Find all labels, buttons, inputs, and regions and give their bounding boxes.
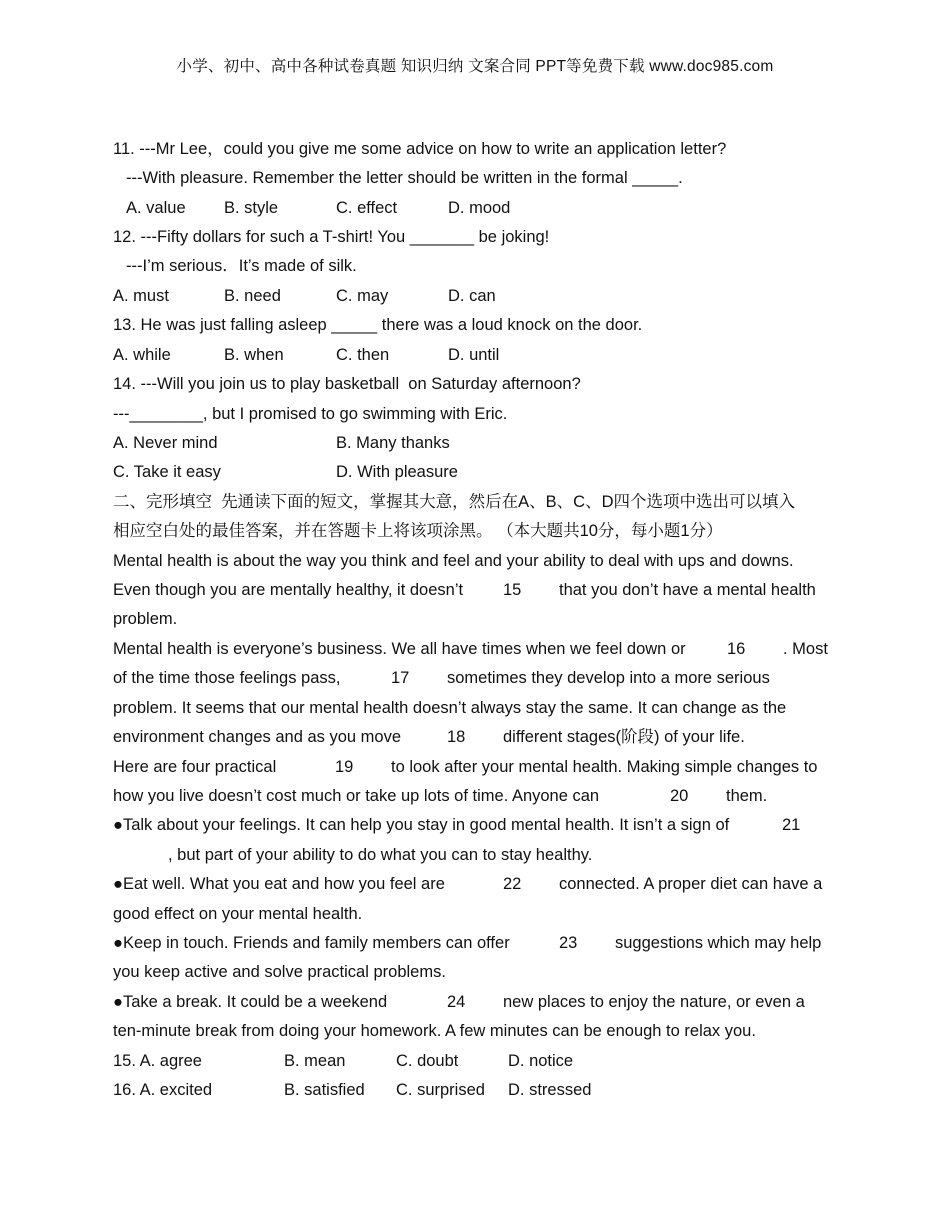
q13-option-c: C. then bbox=[336, 346, 390, 364]
q11-response: ---With pleasure. Remember the letter should be written in the formal _____. bbox=[126, 169, 683, 187]
passage-line: good effect on your mental health. bbox=[113, 905, 363, 923]
q11-question: 11. ---Mr Lee，could you give me some advice on how to write an application letter? bbox=[113, 140, 727, 158]
q12-option-a: A. must bbox=[113, 287, 169, 305]
passage-line: Here are four practical bbox=[113, 758, 277, 776]
q11-option-c: C. effect bbox=[336, 199, 398, 217]
blank-15: 15 bbox=[503, 581, 522, 599]
q16-option-a: 16. A. excited bbox=[113, 1081, 213, 1099]
q14-option-a: A. Never mind bbox=[113, 434, 218, 452]
q12-option-d: D. can bbox=[448, 287, 496, 305]
q16-option-d: D. stressed bbox=[508, 1081, 592, 1099]
page-header: 小学、初中、高中各种试卷真题 知识归纳 文案合同 PPT等免费下载 www.doc985.com bbox=[176, 58, 774, 75]
blank-19: 19 bbox=[335, 758, 354, 776]
passage-line: environment changes and as you move bbox=[113, 728, 402, 746]
passage-line: different stages(阶段) of your life. bbox=[503, 728, 745, 746]
passage-line: that you don’t have a mental health bbox=[559, 581, 816, 599]
passage-line: to look after your mental health. Making simple changes to bbox=[391, 758, 818, 776]
passage-line: sometimes they develop into a more serious bbox=[447, 669, 770, 687]
q15-option-d: D. notice bbox=[508, 1052, 574, 1070]
blank-24: 24 bbox=[447, 993, 466, 1011]
q14-option-c: C. Take it easy bbox=[113, 463, 221, 481]
section2-instruction-line1: 二、完形填空 先通读下面的短文，掌握其大意，然后在A、B、C、D四个选项中选出可以填入 bbox=[113, 493, 796, 511]
passage-line: ●Eat well. What you eat and how you feel are bbox=[113, 875, 445, 893]
q12-option-c: C. may bbox=[336, 287, 389, 305]
passage-line: of the time those feelings pass, bbox=[113, 669, 341, 687]
passage-line: Even though you are mentally healthy, it doesn’t bbox=[113, 581, 464, 599]
passage-line: . Most bbox=[783, 640, 828, 658]
passage-line: Mental health is about the way you think and feel and your ability to deal with ups and downs. bbox=[113, 552, 794, 570]
passage-line: ●Keep in touch. Friends and family members can offer bbox=[113, 934, 510, 952]
blank-18: 18 bbox=[447, 728, 466, 746]
blank-23: 23 bbox=[559, 934, 578, 952]
passage-line: , but part of your ability to do what you can to stay healthy. bbox=[168, 846, 593, 864]
q14-response: ---________, but I promised to go swimming with Eric. bbox=[113, 405, 508, 423]
passage-line: Mental health is everyone’s business. We all have times when we feel down or bbox=[113, 640, 686, 658]
q15-option-c: C. doubt bbox=[396, 1052, 459, 1070]
blank-22: 22 bbox=[503, 875, 522, 893]
q13-option-d: D. until bbox=[448, 346, 500, 364]
passage-line: problem. It seems that our mental health doesn’t always stay the same. It can change as the bbox=[113, 699, 787, 717]
passage-line: problem. bbox=[113, 610, 178, 628]
passage-line: new places to enjoy the nature, or even a bbox=[503, 993, 805, 1011]
q14-question: 14. ---Will you join us to play basketball on Saturday afternoon? bbox=[113, 375, 581, 393]
passage-line: you keep active and solve practical problems. bbox=[113, 963, 446, 981]
q14-option-b: B. Many thanks bbox=[336, 434, 450, 452]
q11-option-b: B. style bbox=[224, 199, 279, 217]
q14-option-d: D. With pleasure bbox=[336, 463, 458, 481]
passage-line: connected. A proper diet can have a bbox=[559, 875, 823, 893]
q11-option-d: D. mood bbox=[448, 199, 511, 217]
q13-question: 13. He was just falling asleep _____ there was a loud knock on the door. bbox=[113, 316, 643, 334]
blank-16: 16 bbox=[727, 640, 746, 658]
q13-option-a: A. while bbox=[113, 346, 171, 364]
section2-instruction-line2: 相应空白处的最佳答案，并在答题卡上将该项涂黑。 （本大题共10分，每小题1分） bbox=[113, 522, 723, 540]
passage-line: ●Take a break. It could be a weekend bbox=[113, 993, 388, 1011]
q13-option-b: B. when bbox=[224, 346, 284, 364]
q15-option-a: 15. A. agree bbox=[113, 1052, 202, 1070]
blank-17: 17 bbox=[391, 669, 410, 687]
q12-question: 12. ---Fifty dollars for such a T-shirt! You _______ be joking! bbox=[113, 228, 550, 246]
blank-21: 21 bbox=[782, 816, 801, 834]
q12-response: ---I’m serious．It’s made of silk. bbox=[126, 257, 357, 275]
blank-20: 20 bbox=[670, 787, 689, 805]
q16-option-c: C. surprised bbox=[396, 1081, 485, 1099]
q12-option-b: B. need bbox=[224, 287, 281, 305]
passage-line: them. bbox=[726, 787, 768, 805]
passage-line: ●Talk about your feelings. It can help you stay in good mental health. It isn’t a sign of bbox=[113, 816, 730, 834]
q11-option-a: A. value bbox=[126, 199, 186, 217]
passage-line: ten-minute break from doing your homework. A few minutes can be enough to relax you. bbox=[113, 1022, 756, 1040]
q16-option-b: B. satisfied bbox=[284, 1081, 365, 1099]
q15-option-b: B. mean bbox=[284, 1052, 346, 1070]
passage-line: how you live doesn’t cost much or take up lots of time. Anyone can bbox=[113, 787, 600, 805]
passage-line: suggestions which may help bbox=[615, 934, 822, 952]
